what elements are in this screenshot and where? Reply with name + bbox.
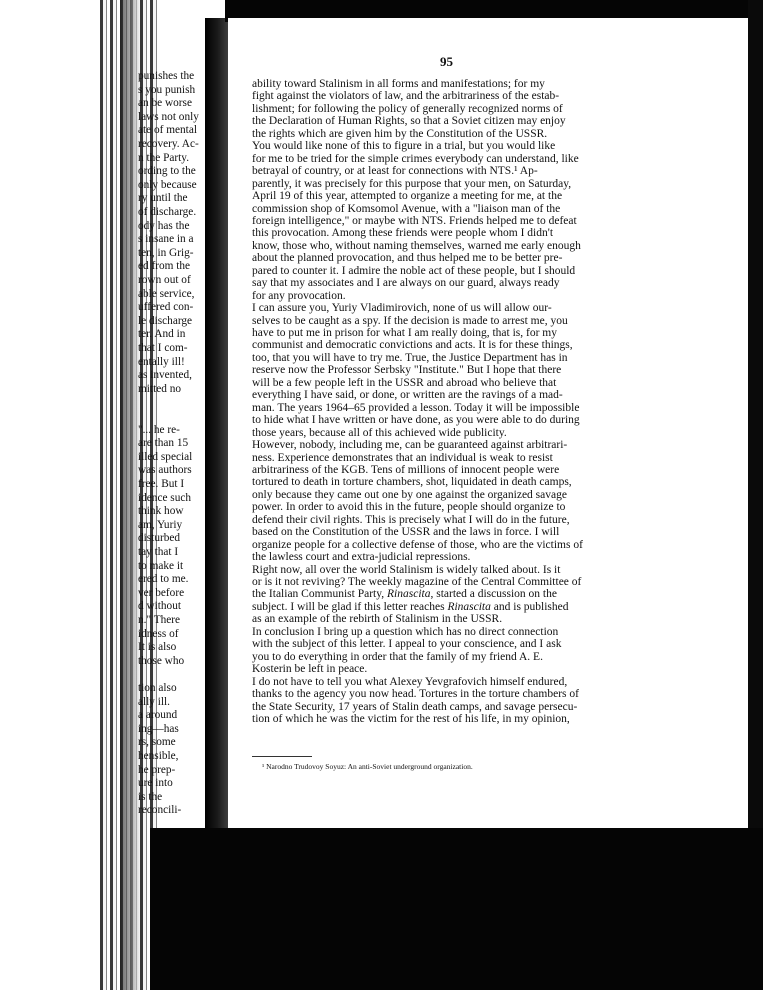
left-page-line: It is also <box>138 641 177 654</box>
text-line: parently, it was precisely for this purpose that your men, on Saturday, <box>252 177 572 190</box>
left-page-line: he prep- <box>138 763 176 776</box>
text-line: the rights which are given him by the Constitution of the USSR. <box>252 127 548 140</box>
text-line: with the subject of this letter. I appeal to your conscience, and I ask <box>252 638 562 651</box>
text-line: you to do everything in order that the family of my friend A. E. <box>252 650 543 663</box>
text-line: know, those who, without naming themselves, warned me early enough <box>252 239 581 252</box>
text-line: or is it not reviving? The weekly magazine of the Central Committee of <box>252 576 582 588</box>
left-page-line: ered to me. <box>138 573 189 586</box>
text-line: In conclusion I bring up a question which has no direct connection <box>252 625 559 638</box>
left-page-line: ed from the <box>138 260 191 273</box>
text-line: Kosterin be left in peace. <box>252 663 368 676</box>
left-page-line: ver before <box>138 586 185 599</box>
text-line: the Declaration of Human Rights, so that a Soviet citizen may enjoy <box>252 115 566 128</box>
text-line: this provocation. Among these friends were people whom I didn't <box>252 227 554 240</box>
left-page-line: only because <box>138 178 197 191</box>
left-page-line: n." There <box>138 614 181 626</box>
left-page-line: ten, in Grig- <box>138 246 194 259</box>
text-line: thanks to the agency you now head. Tortures in the torture chambers of <box>252 688 579 701</box>
text-line: those years, because all of this achieved wide publicity. <box>252 426 507 439</box>
left-page-line: punishes the <box>138 70 195 82</box>
text-line: reserve now the Professor Serbsky "Institute." But I hope that there <box>252 364 562 377</box>
book-spine-shadow <box>120 0 140 990</box>
left-page-line: that I com- <box>138 342 188 354</box>
text-line: to hide what I have written or have done, as you were able to do during <box>252 414 580 427</box>
left-page-line: mitted no <box>138 382 181 395</box>
left-page-line: ure into <box>138 777 173 790</box>
left-page-line: d without <box>138 600 181 613</box>
scan-bottom-border <box>150 828 763 990</box>
footnote: ¹ Narodno Trudovoy Soyuz: An anti-Soviet underground organization. <box>262 762 473 771</box>
text-line: the State Security, 17 years of Stalin death camps, and savage persecu- <box>252 700 578 713</box>
left-page-line: reconcili- <box>138 804 182 817</box>
text-line: However, nobody, including me, can be guaranteed against arbitrari- <box>252 439 568 452</box>
text-line: man. The years 1964–65 provided a lesson. Today it will be impossible <box>252 401 580 414</box>
left-page-line: entally ill! <box>138 355 185 368</box>
left-page-line: an be worse <box>138 97 192 110</box>
left-page-line: s insane in a <box>138 233 194 246</box>
text-line: everything I have said, or done, or written are the ravings of a mad- <box>252 389 563 402</box>
left-page-line: am, Yuriy <box>138 518 183 531</box>
text-line: fight against the violators of law, and the arbitrariness of the estab- <box>252 90 560 103</box>
left-page-fragment-column <box>138 70 208 830</box>
left-page-line: idness of <box>138 627 179 640</box>
left-page-line: n the Party. <box>138 151 190 164</box>
text-line: have to put me in prison for what I am really doing, that is, for my <box>252 327 558 339</box>
left-page-line: ing—has <box>138 722 179 735</box>
text-line: arbitrariness of the KGB. Tens of millions of innocent people were <box>252 463 560 476</box>
text-line: say that my associates and I are always on our guard, always ready <box>252 277 560 290</box>
left-page-line: as invented, <box>138 369 192 382</box>
text-line: based on the Constitution of the USSR and the laws in force. I will <box>252 526 560 539</box>
left-page-line: uffered con- <box>138 301 194 314</box>
left-page-line: those who <box>138 654 185 667</box>
left-page-line: able service, <box>138 287 195 300</box>
left-page-line: think how <box>138 505 184 518</box>
text-line: only because they came out one by one against the organized savage <box>252 488 567 501</box>
text-line: defend their civil rights. This is precisely what I will do in the future, <box>252 513 570 526</box>
left-page-line: "... he re- <box>138 423 180 436</box>
left-page-line: le discharge <box>138 314 193 327</box>
page-number: 95 <box>440 54 453 69</box>
text-line: lishment; for following the policy of generally recognized norms of <box>252 102 563 115</box>
text-line: Right now, all over the world Stalinism is widely talked about. Is it <box>252 563 561 576</box>
text-line: You would like none of this to figure in a trial, but you would like <box>252 140 556 153</box>
text-line: too, that you will have to try me. True, the Justice Department has in <box>252 351 568 364</box>
footnote-rule <box>252 756 312 757</box>
text-line: I can assure you, Yuriy Vladimirovich, none of us will allow our- <box>252 302 552 315</box>
left-page-line: hensible, <box>138 750 179 762</box>
text-line: selves to be caught as a spy. If the decision is made to arrest me, you <box>252 314 568 327</box>
left-page-line: is the <box>138 790 163 803</box>
text-line: commission shop of Komsomol Avenue, with a "liaison man of the <box>252 202 561 215</box>
text-line: I do not have to tell you what Alexey Yevgrafovich himself endured, <box>252 675 568 688</box>
left-page-line: idence such <box>138 491 192 504</box>
text-line: power. In order to avoid this in the future, people should organize to <box>252 501 566 514</box>
left-page-line: ter. And in <box>138 328 186 341</box>
text-line: as an example of the rebirth of Stalinism in the USSR. <box>252 613 503 626</box>
left-page-line: tay that I <box>138 546 179 558</box>
text-line: about the planned provocation, and thus helped me to be better pre- <box>252 252 563 265</box>
left-page-line: of discharge. <box>138 206 197 218</box>
text-line: for me to be tried for the simple crimes everybody can understand, like <box>252 152 579 165</box>
text-line: tortured to death in torture chambers, shot, liquidated in death camps, <box>252 476 572 489</box>
text-line: the Italian Communist Party, Rinascita, started a discussion on the <box>252 588 557 601</box>
left-page-line: disturbed <box>138 532 181 545</box>
text-line: betrayal of country, or at least for connections with NTS.¹ Ap- <box>252 165 538 178</box>
left-page-line: illed special <box>138 450 193 463</box>
text-line: ability toward Stalinism in all forms and manifestations; for my <box>252 78 545 90</box>
left-page-line: are than 15 <box>138 437 189 450</box>
text-line: the lawless court and extra-judicial repressions. <box>252 551 471 564</box>
text-line: foreign intelligence," or maybe with NTS. Friends helped me to defeat <box>252 214 577 227</box>
left-page-line: ording to the <box>138 165 196 178</box>
left-page-line: laws not only <box>138 110 199 123</box>
text-line: organize people for a collective defense of those, who are the victims of <box>252 538 583 551</box>
left-page-line: ry until the <box>138 192 188 205</box>
left-page-line: a around <box>138 709 178 722</box>
left-page-line: recovery. Ac- <box>138 138 199 150</box>
text-line: communist and democratic convictions and acts. It is for these things, <box>252 339 573 352</box>
left-page-line: tion also <box>138 682 177 694</box>
text-line: for any provocation. <box>252 289 346 302</box>
left-page-line: rs, some <box>138 736 176 749</box>
text-line: subject. I will be glad if this letter reaches Rinascita and is published <box>252 600 569 613</box>
text-line: will be a few people left in the USSR and abroad who believe that <box>252 376 557 389</box>
text-line: tion of which he was the victim for the rest of his life, in my opinion, <box>252 712 570 725</box>
left-page-line: s you punish <box>138 83 196 96</box>
left-page-line: rown out of <box>138 274 191 286</box>
text-line: pared to counter it. I admire the noble act of these people, but I should <box>252 264 576 277</box>
left-page-line: was authors <box>138 464 192 477</box>
left-page-line: free. But I <box>138 478 185 490</box>
left-page-line: ate of mental <box>138 124 197 137</box>
left-page-line: ally ill. <box>138 695 171 708</box>
text-line: ness. Experience demonstrates that an individual is weak to resist <box>252 451 553 464</box>
text-line: April 19 of this year, attempted to organize a meeting for me, at the <box>252 190 563 203</box>
left-page-line: ody has the <box>138 219 190 232</box>
left-page-line: to make it <box>138 559 184 572</box>
